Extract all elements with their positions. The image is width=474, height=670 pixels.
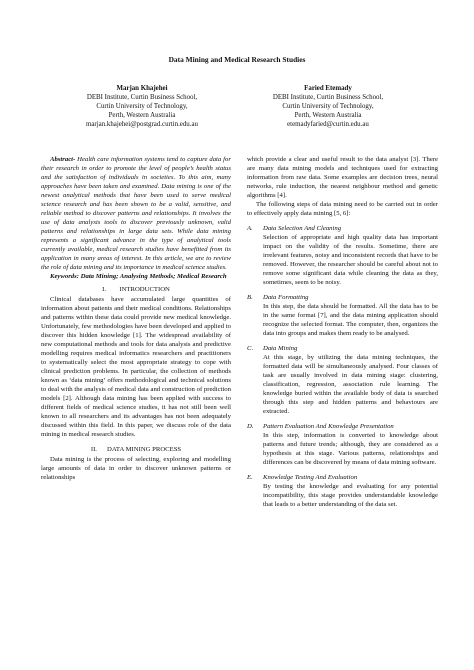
right-column <box>247 155 438 509</box>
subsection-title: Knowledge Testing And Evaluation <box>263 474 358 481</box>
section-heading-data-mining-process: II. DATA MINING PROCESS <box>90 446 182 453</box>
continued-text: which provide a clear and useful result to the data analyst [3]. There are many data mining models and techniques used for extracting information from raw data. Some examples are decision trees, neural networks, rule induction, the nearest neighbour method and genetic algorithms [4]. <box>247 156 438 199</box>
subsection-label: A. <box>247 225 253 232</box>
subsection-text-a: Selection of appropriate and high quality data has important impact on the validity of the results. Sometime, there are irrelevant features, noisy and inconsistent records that have to be removed. However, the researcher should be careful about not to remove some significant data while cleaning the data as they, sometimes, seem to be noisy. <box>263 234 438 286</box>
subsection-label: B. <box>247 294 253 301</box>
author-university: Curtin University of Technology, <box>96 103 188 110</box>
paper-title: Data Mining and Medical Research Studies <box>168 55 306 64</box>
author-affiliation: DEBI Institute, Curtin Business School, <box>86 94 198 101</box>
subsection-heading-d <box>247 422 438 431</box>
subsection-text-c: At this stage, by utilizing the data mining techniques, the formatted data will be simultaneously analysed. Four classes of task are usually involved in data mining stage: clustering, classification, regression, association rule learning. The knowledge buried within the available body of data is searched through this step and hidden patterns and behaviours are extracted. <box>263 354 438 415</box>
keywords: Keywords: Data Mining; Analysing Methods; Medical Research <box>50 273 227 280</box>
steps-intro: The following steps of data mining need to be carried out in order to effectively apply data mining [5, 6]: <box>247 201 438 217</box>
author-email: etemadyfaried@curtin.edu.au <box>287 121 369 128</box>
author-university: Curtin University of Technology, <box>282 103 374 110</box>
author-affiliation: DEBI Institute, Curtin Business School, <box>272 94 384 101</box>
subsection-text-b: In this step, the data should be formatted. All the data has to be in the same format [7], and the data mining application should recognize the selected format. The computer, then, organizes the data into groups and makes them ready to be analysed. <box>263 303 438 337</box>
subsection-heading-b <box>247 293 438 302</box>
subsection-heading-a <box>247 224 438 233</box>
subsection-text-e: By testing the knowledge and evaluating for any potential incompatibility, this stage provides understandable knowledge that leads to a better understanding of the data set. <box>263 483 438 508</box>
author-block-1 <box>42 84 242 129</box>
author-block-2 <box>228 84 428 129</box>
introduction-text: Clinical databases have accumulated large quantities of information about patients and their medical conditions. Relationships and patterns within these data could provide new medical knowledge. Unfortunately, few methodologies have been developed and applied to discover this hidden knowledge [1]. The widespread availability of new computational methods and tools for data analysis and predictive modelling requires medical informatics researchers and practitioners to systematically select the most appropriate strategy to cope with clinical prediction problems. In particular, the collection of methods known as ‘data mining’ offers methodological and technical solutions to deal with the analysis of medical data and construction of prediction models [2]. Although data mining has been applied with success to different fields of medical science studies, it has not still been well known to all researchers and its advantages has not been adequately discussed within this field. In this paper, we discuss role of the data mining in medical research studies. <box>41 296 231 438</box>
subsection-title: Data Selection And Cleaning <box>263 225 342 232</box>
subsection-label: C. <box>247 345 254 352</box>
abstract-text: Health care information systems tend to capture data for their research in order to promote the level of people’s health status and the satisfaction of individuals in societies. To this aim, many approaches have been taken and examined. Data mining is one of the newest analytical methods that have been used to serve medical science research and has been shown to be a valid, sensitive, and reliable method to discover patterns and relationships. It involves the use of data analysis tools to discover previously unknown, valid patterns and relationships in large data sets. While data mining represents a significant advance in the type of analytical tools currently available, medical research studies have benefitted from its application in many areas of interest. In this article, we are to review the role of data mining and its importance in medical science studies. <box>41 156 231 271</box>
subsection-label: D. <box>247 423 254 430</box>
author-name: Marjan Khajehei <box>116 85 168 92</box>
subsection-heading-c <box>247 344 438 353</box>
author-location: Perth, Western Australia <box>108 112 176 119</box>
section-heading-introduction: I. INTRODUCTION <box>102 286 170 293</box>
abstract-lead: Abstract- <box>50 156 76 163</box>
subsection-title: Data Mining <box>263 345 298 352</box>
subsection-title: Pattern Evaluation And Knowledge Presentation <box>263 423 394 430</box>
subsection-text-d: In this step, information is converted to knowledge about patterns and future trends; although, they are considered as a hypothesis at this stage. Various patterns, relationships and differences can be discovered by means of data mining software. <box>263 432 438 466</box>
subsection-title: Data Formatting <box>263 294 309 301</box>
abstract <box>41 155 231 272</box>
subsection-heading-e <box>247 473 438 482</box>
author-name: Faried Etemady <box>304 85 352 92</box>
author-location: Perth, Western Australia <box>294 112 362 119</box>
subsection-label: E. <box>247 474 253 481</box>
data-mining-process-text: Data mining is the process of selecting, exploring and modelling large amounts of data in order to discover unknown patterns or relationships <box>41 456 231 481</box>
left-column <box>41 155 231 482</box>
author-email: marjan.khajehei@postgrad.curtin.edu.au <box>86 121 198 128</box>
